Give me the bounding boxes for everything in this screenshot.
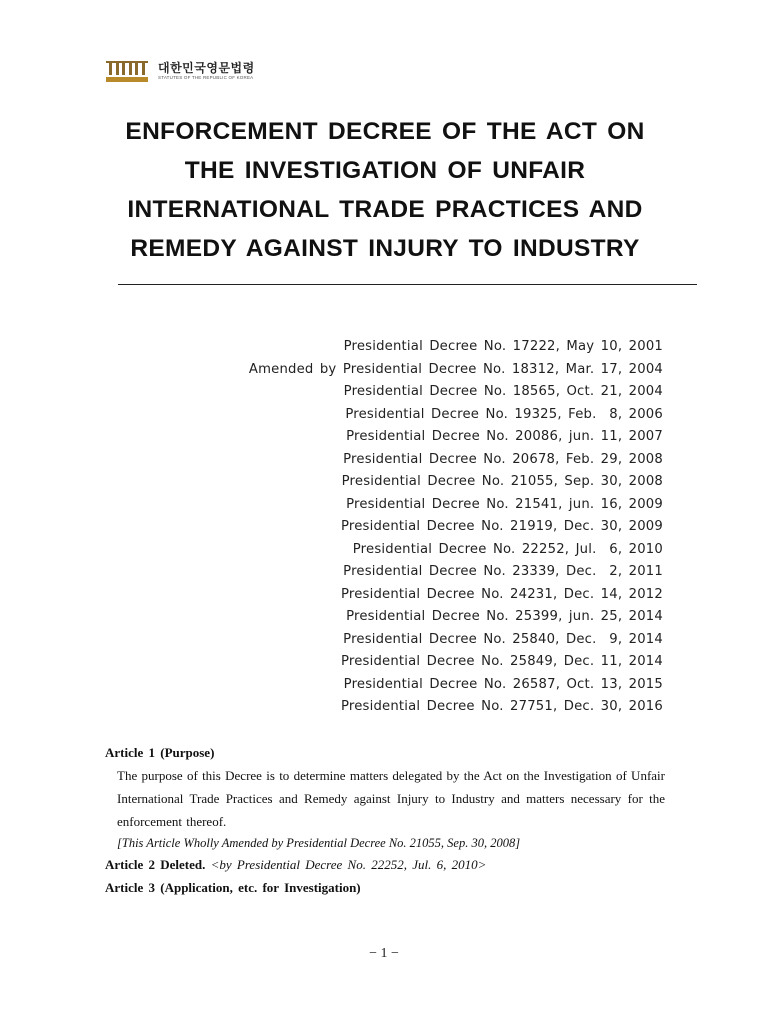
title-line: THE INVESTIGATION OF UNFAIR bbox=[184, 157, 586, 184]
decree-entry: Presidential Decree No. 21541, jun. 16, 2009 bbox=[346, 496, 663, 512]
page-number: − 1 − bbox=[369, 946, 399, 961]
article-1-body: The purpose of this Decree is to determine matters delegated by the Act on the Investigation of Unfair International Trade Practices and Remedy against Injury to Industry and matters necessary for the enforcement thereof. bbox=[117, 768, 665, 829]
decree-entry: Presidential Decree No. 20086, jun. 11, 2007 bbox=[346, 429, 663, 444]
library-logo-icon bbox=[104, 58, 150, 84]
article-2-deleted-note: <by Presidential Decree No. 22252, Jul. 6, 2010> bbox=[210, 857, 487, 872]
header-logo bbox=[104, 58, 255, 84]
title-line: INTERNATIONAL TRADE PRACTICES AND bbox=[127, 196, 643, 223]
article-3-heading: Article 3 (Application, etc. for Investigation) bbox=[105, 880, 361, 895]
document-title bbox=[100, 112, 670, 268]
decree-entry: Amended by Presidential Decree No. 18312, Mar. 17, 2004 bbox=[248, 361, 663, 377]
article-1-amendment-note: [This Article Wholly Amended by Presidential Decree No. 21055, Sep. 30, 2008] bbox=[117, 836, 521, 850]
decree-entry: Presidential Decree No. 24231, Dec. 14, 2012 bbox=[340, 586, 663, 602]
title-divider bbox=[118, 284, 697, 285]
logo-english-text: STATUTES OF THE REPUBLIC OF KOREA bbox=[158, 75, 254, 80]
decree-entry: Presidential Decree No. 23339, Dec. 2, 2011 bbox=[343, 564, 663, 579]
decree-entry: Presidential Decree No. 22252, Jul. 6, 2010 bbox=[352, 541, 663, 557]
decree-entry: Presidential Decree No. 26587, Oct. 13, 2015 bbox=[343, 676, 663, 692]
decree-entry: Presidential Decree No. 25399, jun. 25, 2014 bbox=[346, 609, 663, 624]
title-line: REMEDY AGAINST INJURY TO INDUSTRY bbox=[130, 235, 640, 262]
decree-history-list bbox=[143, 336, 663, 719]
article-2-title: Article 2 Deleted. bbox=[105, 857, 206, 872]
articles-section bbox=[105, 741, 665, 899]
article-1-heading: Article 1 (Purpose) bbox=[105, 745, 215, 760]
decree-entry: Presidential Decree No. 21919, Dec. 30, 2009 bbox=[340, 519, 663, 534]
decree-entry: Presidential Decree No. 19325, Feb. 8, 2006 bbox=[345, 406, 663, 422]
decree-entry: Presidential Decree No. 21055, Sep. 30, 2008 bbox=[341, 474, 663, 489]
decree-entry: Presidential Decree No. 20678, Feb. 29, 2008 bbox=[343, 451, 663, 467]
decree-entry: Presidential Decree No. 25840, Dec. 9, 2014 bbox=[343, 631, 663, 647]
decree-entry: Presidential Decree No. 25849, Dec. 11, 2014 bbox=[340, 654, 663, 669]
decree-entry: Presidential Decree No. 17222, May 10, 2001 bbox=[343, 339, 663, 354]
logo-text bbox=[158, 61, 255, 81]
title-line: ENFORCEMENT DECREE OF THE ACT ON bbox=[125, 118, 645, 145]
decree-entry: Presidential Decree No. 27751, Dec. 30, 2016 bbox=[340, 699, 663, 714]
article-2-heading bbox=[105, 853, 665, 876]
logo-korean-text: 대한민국영문법령 bbox=[158, 61, 255, 75]
decree-entry: Presidential Decree No. 18565, Oct. 21, 2004 bbox=[343, 384, 663, 399]
